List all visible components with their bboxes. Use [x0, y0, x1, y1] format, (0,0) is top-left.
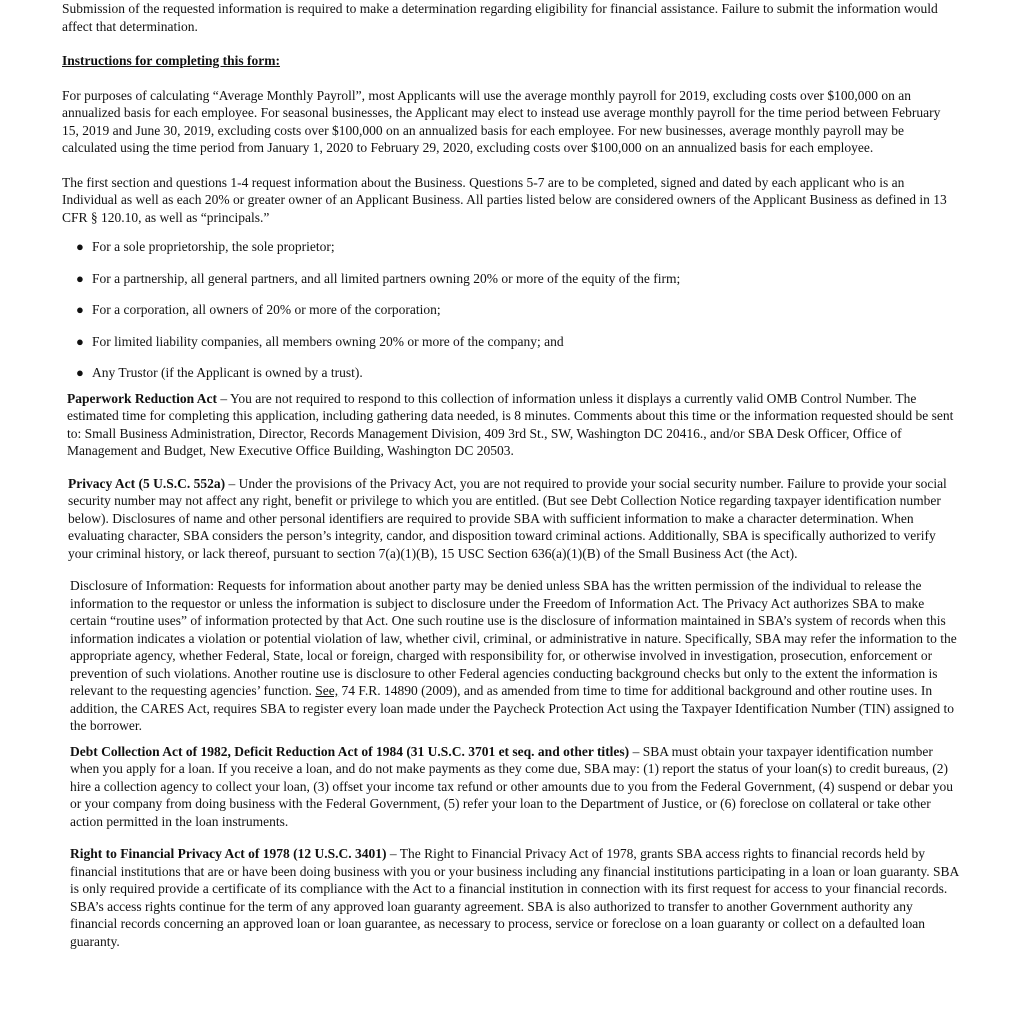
list-item: ● For a partnership, all general partners, and all limited partners owning 20% or more of the equity of the firm; — [76, 270, 681, 286]
owners-paragraph: The first section and questions 1-4 request information about the Business. Questions 5-7 are to be completed, signed and dated by each applicant who is an Individual as well as each 20% or greater owner of an Applicant Business. All parties listed below are considered owners of the Applicant Business as defined in 13 CFR § 120.10, as well as “principals.” — [62, 174, 947, 225]
section-title: Debt Collection Act of 1982, Deficit Reduction Act of 1984 (31 U.S.C. 3701 et seq. and other titles) — [70, 743, 630, 759]
payroll-paragraph: For purposes of calculating “Average Monthly Payroll”, most Applicants will use the average monthly payroll for 2019, excluding costs over $100,000 on an annualized basis for each employee. For seasonal businesses, the Applicant may elect to instead use average monthly payroll for the time period between February 15, 2019 and June 30, 2019, excluding costs over $100,000 on an annualized basis for each employee. For new businesses, average monthly payroll may be calculated using the time period from January 1, 2020 to February 29, 2020, excluding costs over $100,000 on an annualized basis for each employee. — [62, 87, 941, 155]
list-item: ● For limited liability companies, all members owning 20% or more of the company; and — [76, 333, 564, 349]
financial-privacy-section — [62, 845, 960, 950]
section-text: – Under the provisions of the Privacy Act, you are not required to provide your social security number. Failure to provide your social security number may not affect any right, benefit or privilege to which you are entitled. (But see Debt Collection Notice regarding taxpayer identification number below). Disclosures of name and other personal identifiers are required to provide SBA with sufficient information to make a character determination. When evaluating character, SBA considers the person’s integrity, candor, and disposition toward criminal actions. Additionally, SBA is specifically authorized to verify your criminal history, or lack thereof, pursuant to section 7(a)(1)(B), 15 USC Section 636(a)(1)(B) of the Small Business Act (the Act). — [68, 475, 947, 561]
section-title: Privacy Act (5 U.S.C. 552a) — [68, 475, 226, 491]
bullet-icon: ● — [76, 270, 84, 286]
section-text: 74 F.R. 14890 (2009), and as amended from time to time for additional background and other routine uses. In addition, the CARES Act, requires SBA to register every loan made under the Paycheck Protection Act using the Taxpayer Identification Number (TIN) assigned to the borrower. — [70, 683, 954, 733]
bullet-icon: ● — [76, 333, 84, 349]
privacy-act-section — [62, 475, 960, 563]
see-link-text: See, — [315, 683, 339, 698]
section-title: Paperwork Reduction Act — [67, 390, 217, 406]
bullet-icon: ● — [76, 239, 84, 254]
paperwork-reduction-section — [62, 390, 960, 460]
debt-collection-section — [62, 743, 960, 831]
section-title: Right to Financial Privacy Act of 1978 (12 U.S.C. 3401) — [70, 846, 387, 861]
instructions-heading: Instructions for completing this form: — [62, 53, 280, 68]
disclosure-section — [62, 577, 960, 735]
list-item: ● For a corporation, all owners of 20% or more of the corporation; — [76, 302, 441, 317]
list-item: ● Any Trustor (if the Applicant is owned by a trust). — [76, 365, 363, 380]
section-text: Disclosure of Information: Requests for information about another party may be denied unless SBA has the written permission of the individual to release the information to the requestor or unless the information is subject to disclosure under the Freedom of Information Act. The Privacy Act authorizes SBA to make certain “routine uses” of information protected by that Act. One such routine use is the disclosure of information maintained in SBA’s system of records when this information indicates a violation or potential violation of law, whether civil, criminal, or administrative in nature. Specifically, SBA may refer the information to the appropriate agency, whether Federal, State, local or foreign, charged with responsibility for, or otherwise involved in investigation, prosecution, enforcement or prevention of such violations. Another routine use is disclosure to other Federal agencies conducting background checks but only to the extent the information is relevant to the requesting agencies’ function. — [70, 578, 957, 698]
section-text: – The Right to Financial Privacy Act of 1978, grants SBA access rights to financial records held by financial institutions that are or have been doing business with you or your business including any financial institutions participating in a loan or loan guaranty. SBA is only required provide a certificate of its compliance with the Act to a financial institution in connection with its first request for access to your financial records. SBA’s access rights continue for the term of any approved loan guaranty agreement. SBA is also authorized to transfer to another Government authority any financial records concerning an approved loan or loan guarantee, as necessary to process, service or foreclose on a loan guaranty or collect on a defaulted loan guaranty. — [70, 846, 959, 949]
bullet-icon: ● — [76, 302, 84, 317]
bullet-icon: ● — [76, 365, 84, 380]
section-text: – SBA must obtain your taxpayer identification number when you apply for a loan. If you receive a loan, and do not make payments as they come due, SBA may: (1) report the status of your loan(s) to credit bureaus, (2) hire a collection agency to collect your loan, (3) offset your income tax refund or other amounts due to you from the Federal Government, (4) suspend or debar you or your company from doing business with the Federal Government, (5) refer your loan to the Department of Justice, or (6) foreclose on collateral or take other action permitted in the loan instruments. — [70, 743, 953, 829]
list-item: ● For a sole proprietorship, the sole proprietor; — [76, 239, 335, 254]
owner-list — [62, 238, 960, 382]
section-text: – You are not required to respond to this collection of information unless it displays a currently valid OMB Control Number. The estimated time for completing this application, including gathering data needed, is 8 minutes. Comments about this time or the information requested should be sent to: Small Business Administration, Director, Records Management Division, 409 3rd St., SW, Washington DC 20416., and/or SBA Desk Officer, Office of Management and Budget, New Executive Office Building, Washington DC 20503. — [67, 390, 954, 458]
intro-paragraph: Submission of the requested information is required to make a determination regarding eligibility for financial assistance. Failure to submit the information would affect that determination. — [62, 1, 938, 34]
